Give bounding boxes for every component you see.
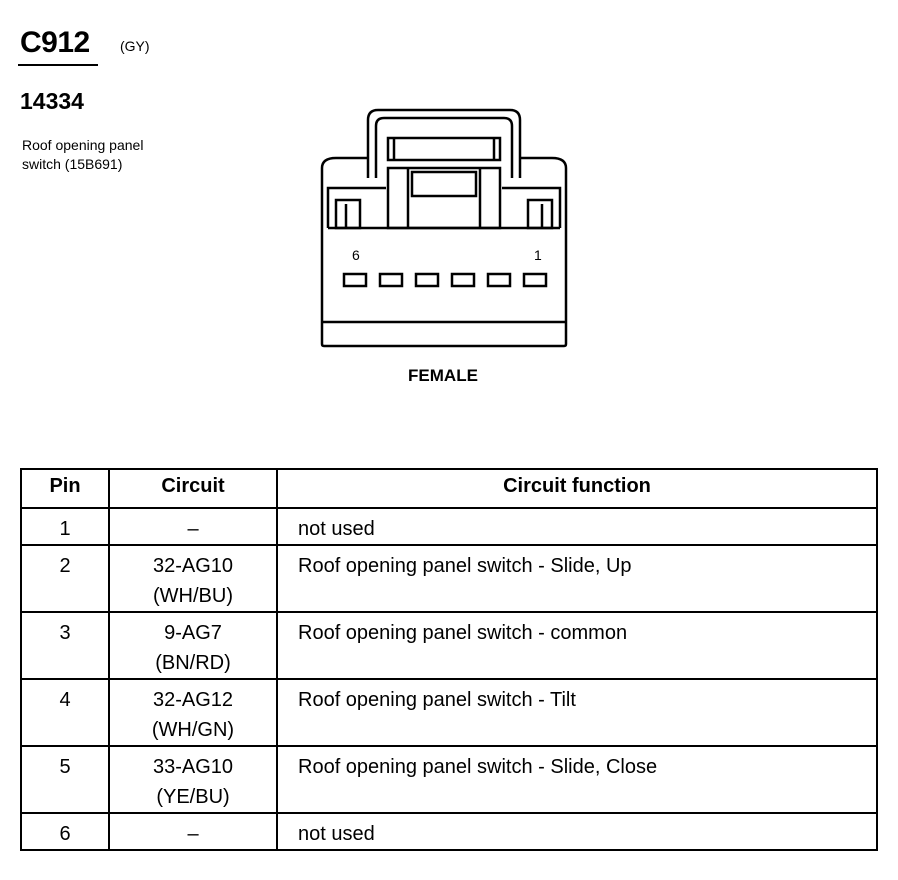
table-row: [21, 508, 877, 545]
circuit-cell: [109, 545, 277, 612]
column-header-circuit: Circuit: [109, 469, 277, 508]
part-number: 14334: [20, 88, 84, 114]
wire-color: (YE/BU): [156, 786, 230, 808]
connector-side-post-right: [528, 200, 552, 228]
table-header-row: [21, 469, 877, 508]
circuit-function: Roof opening panel switch - Tilt: [277, 679, 877, 746]
pin-cavity-3: [452, 274, 474, 286]
pin-number: 1: [21, 508, 109, 545]
pin-cavity-6: [344, 274, 366, 286]
circuit-cell: [109, 679, 277, 746]
pin-label-1: 1: [534, 247, 542, 263]
pin-cavity-2: [488, 274, 510, 286]
wire-color: (WH/GN): [151, 719, 235, 741]
column-header-pin: Pin: [21, 469, 109, 508]
connector-key: [388, 168, 500, 228]
circuit-function: not used: [277, 508, 877, 545]
circuit-code: 32-AG12: [152, 689, 234, 711]
circuit-code: –: [109, 813, 277, 850]
pin-number: 4: [21, 679, 109, 746]
table-row: [21, 679, 877, 746]
table-row: [21, 813, 877, 850]
wire-color: (WH/BU): [153, 585, 233, 607]
pin-cavity-4: [416, 274, 438, 286]
connector-latch-window: [388, 138, 500, 160]
column-header-function: Circuit function: [277, 469, 877, 508]
pin-label-6: 6: [352, 247, 360, 263]
pin-number: 6: [21, 813, 109, 850]
pin-number: 5: [21, 746, 109, 813]
circuit-function: Roof opening panel switch - Slide, Close: [277, 746, 877, 813]
circuit-code: 32-AG10: [152, 555, 234, 577]
connector-color-code: (GY): [120, 38, 150, 54]
circuit-function: not used: [277, 813, 877, 850]
circuit-cell: [109, 612, 277, 679]
connector-face-drawing: [316, 108, 572, 348]
circuit-function: Roof opening panel switch - common: [277, 612, 877, 679]
circuit-cell: [109, 746, 277, 813]
pin-table: [20, 468, 878, 851]
circuit-code: 9-AG7: [164, 622, 222, 644]
pin-cavity-5: [380, 274, 402, 286]
description-line-1: Roof opening panel: [22, 137, 144, 153]
pin-cavity-1: [524, 274, 546, 286]
pin-number: 2: [21, 545, 109, 612]
connector-side-post-left: [336, 200, 360, 228]
component-description: [22, 136, 143, 174]
table-row: [21, 545, 877, 612]
wire-color: (BN/RD): [155, 652, 231, 674]
pin-number: 3: [21, 612, 109, 679]
connector-id-underline: [18, 64, 98, 66]
table-row: [21, 746, 877, 813]
circuit-code: –: [109, 508, 277, 545]
circuit-code: 33-AG10: [152, 756, 234, 778]
connector-gender-label: FEMALE: [408, 366, 478, 385]
connector-id: C912: [20, 26, 90, 59]
circuit-function: Roof opening panel switch - Slide, Up: [277, 545, 877, 612]
description-line-2: switch (15B691): [22, 156, 123, 172]
table-row: [21, 612, 877, 679]
